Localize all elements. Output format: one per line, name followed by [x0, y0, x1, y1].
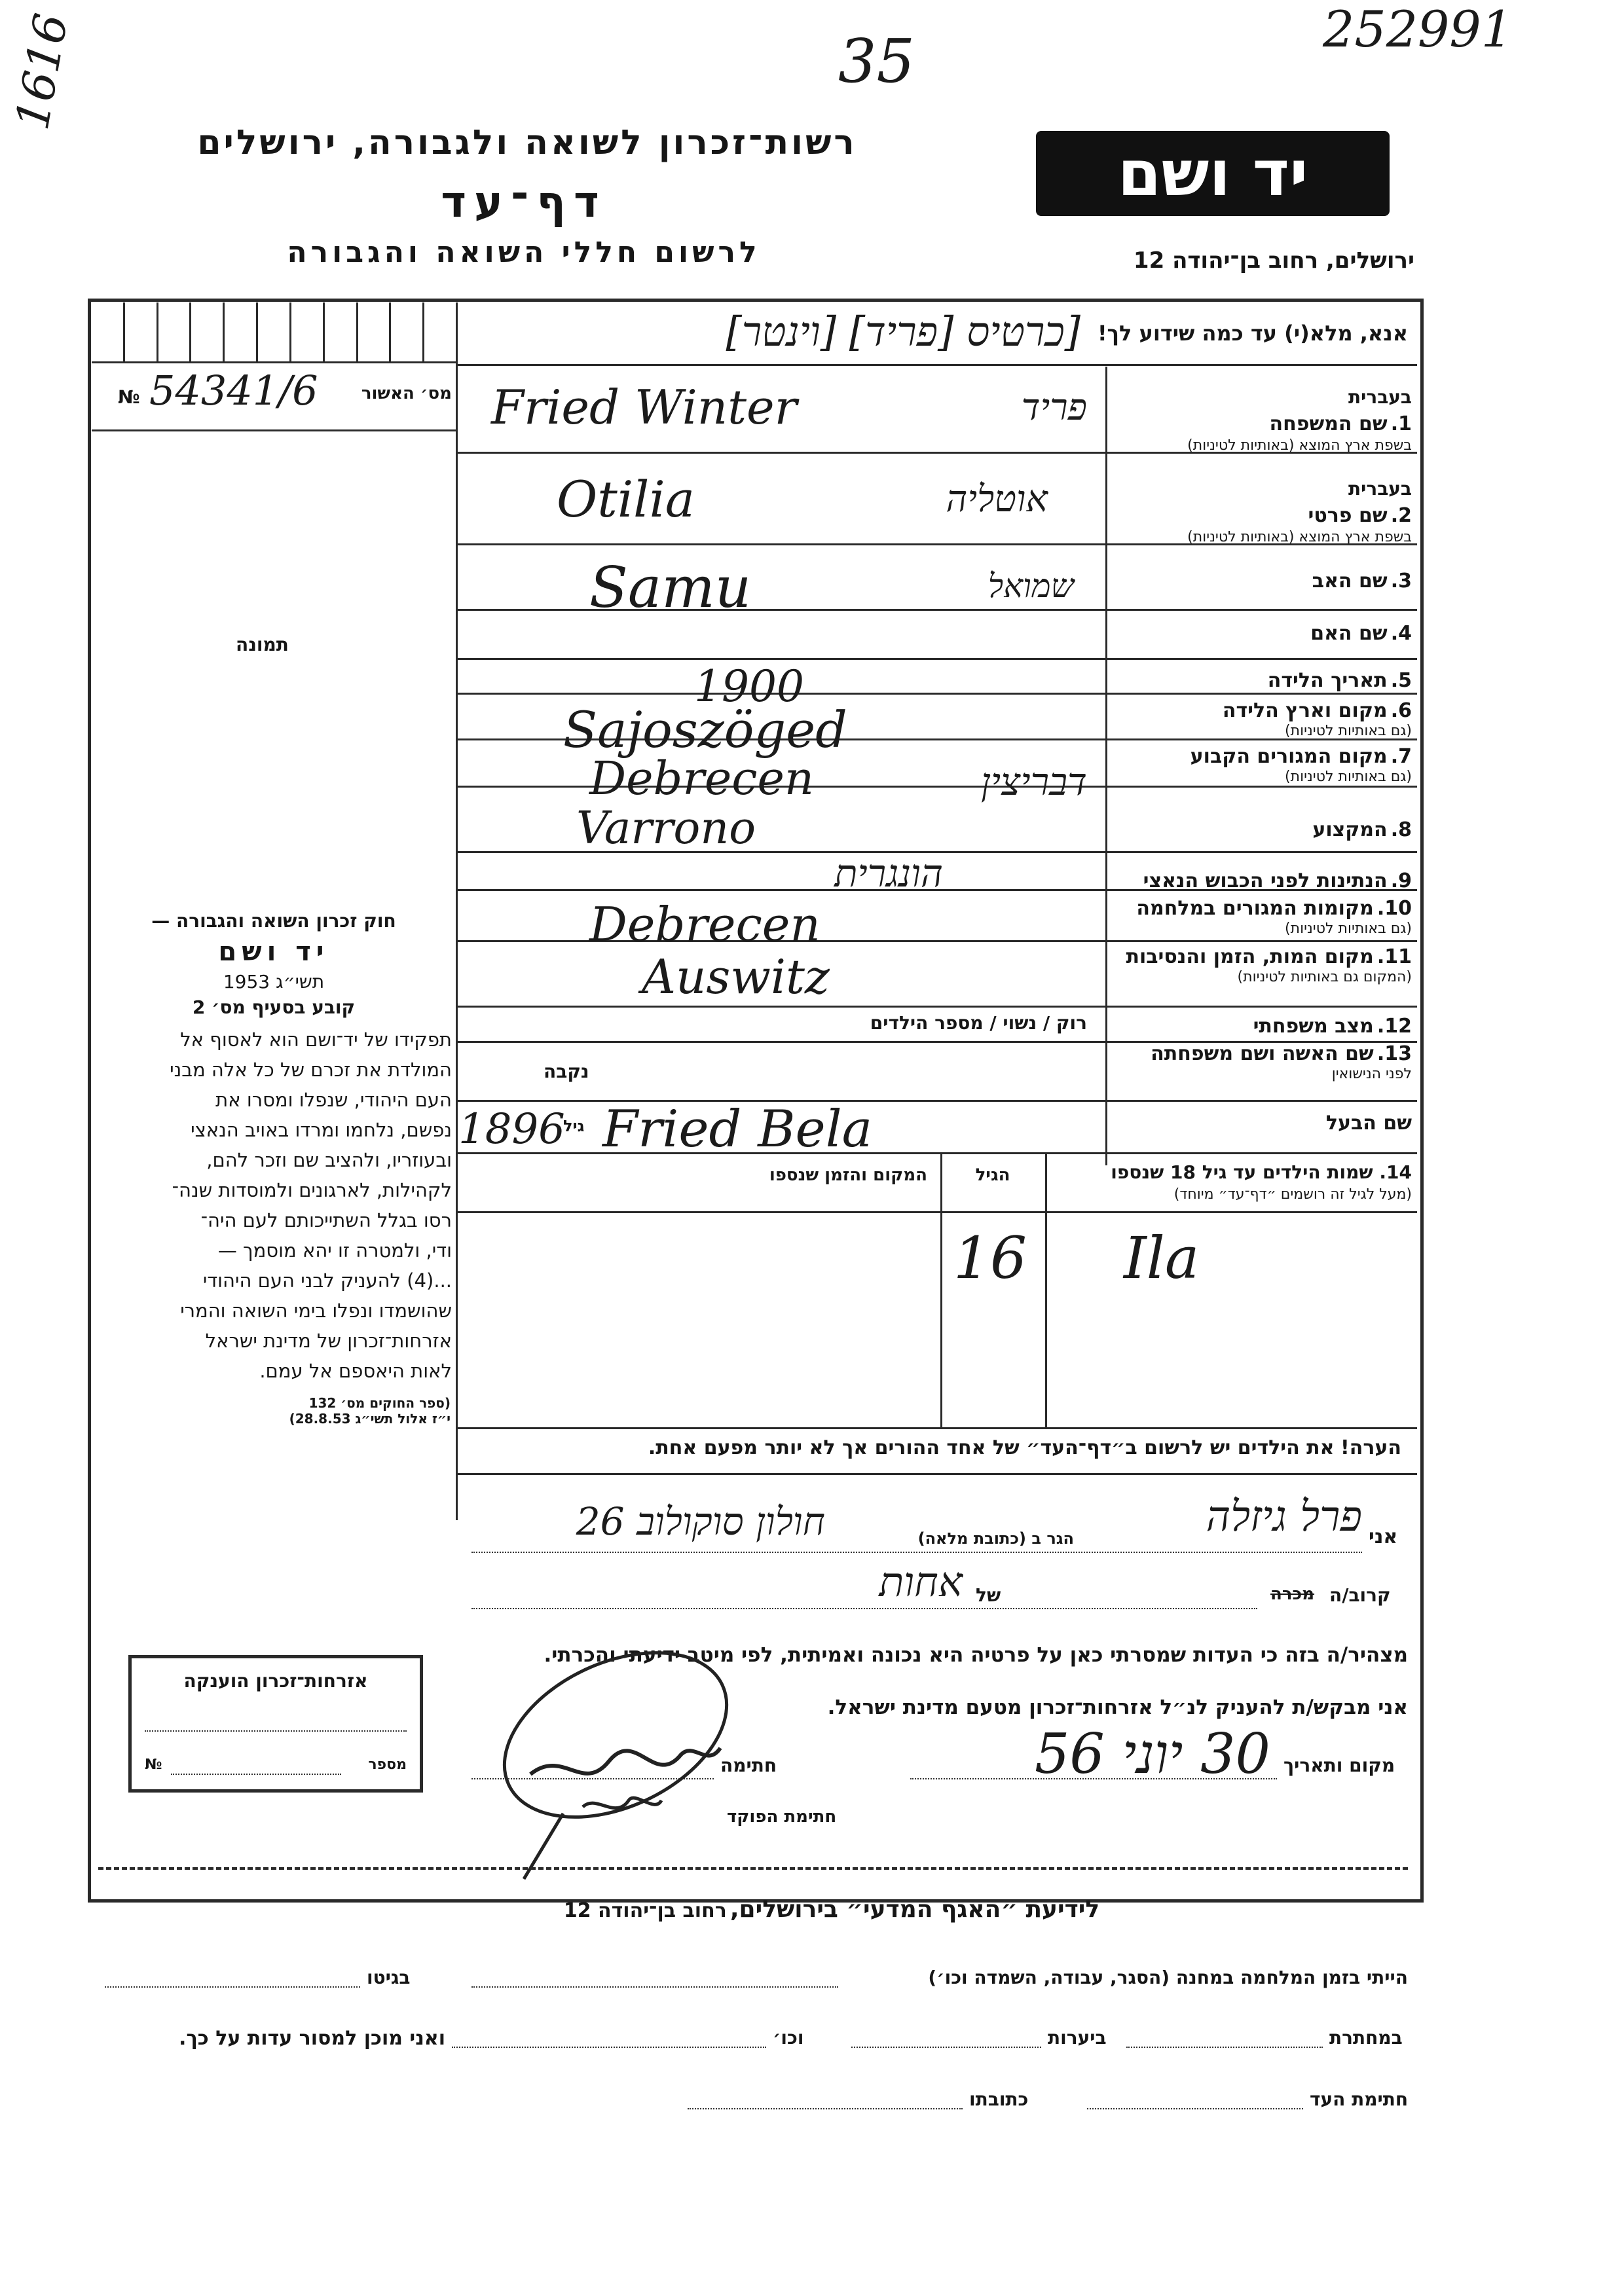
hebrew-tag-2: בעברית	[1348, 478, 1412, 500]
child-1-name: Ila	[1124, 1224, 1200, 1292]
law-text-line: ודי, ולמטרה זו יהא מוסמך —	[217, 1239, 452, 1262]
margin-note-record-number: 252991	[1323, 0, 1513, 58]
index-boxes	[92, 302, 456, 363]
field-1-value-latin: Fried Winter	[491, 380, 798, 435]
field-10-sub: (גם באותיות לטיניות)	[1285, 920, 1412, 937]
place-date-value: 30 יוני 56	[1034, 1722, 1270, 1786]
declaration-statement: מצהיר/ה בזה כי העדות שמסרתי כאן על פרטיה היא נכונה ואמיתית, לפי מיטב ידיעתי והכרתי.	[544, 1643, 1408, 1667]
law-text-line: העם היהודי, שנפלו ומסרו את	[215, 1089, 452, 1111]
field-3-value-latin: Samu	[589, 555, 752, 621]
signature-label: חתימה	[720, 1755, 777, 1776]
law-text-line: נפשם, נלחמו ומרדו באויב הנאצי	[191, 1119, 452, 1141]
field-2-sub: בשפת ארץ המוצא (באותיות לטיניות)	[1187, 529, 1412, 545]
field-11-sub: (המקום גם באותיות לטיניות)	[1237, 969, 1412, 985]
field-4-num: 4.	[1390, 622, 1412, 645]
declaration-relative-label: קרוב/ה	[1329, 1584, 1391, 1606]
field-12-options: רוק / נשוי / מספר הילדים	[870, 1012, 1087, 1034]
field-7-sub: (גם באותיות לטיניות)	[1285, 769, 1412, 785]
field-3-label: שם האב	[1312, 570, 1388, 592]
field-11-label: מקום המות, הזמן והנסיבות	[1126, 945, 1374, 968]
law-year: 1953	[223, 971, 270, 993]
info-ready-label: ואני מוכן למסור עדות על כך.	[179, 2027, 445, 2050]
field-1-label: שם המשפחה	[1269, 412, 1388, 435]
field-6-value: Sajoszöged	[563, 701, 847, 759]
field-7-label: מקום המגורים הקבוע	[1190, 745, 1388, 768]
info-title: לידיעת ״האגף המדעי״ בירושלים,	[729, 1896, 1100, 1923]
photo-label: תמונה	[236, 634, 289, 655]
field-8-value: Varrono	[576, 803, 756, 854]
info-forests-label: ביערות	[1048, 2027, 1107, 2049]
husband-label: שם הבעל	[1325, 1112, 1412, 1135]
info-witness-sig-label: חתימת העד	[1310, 2088, 1409, 2110]
field-2-label: שם פרטי	[1308, 504, 1388, 527]
place-date-label: מקום ותאריך	[1283, 1755, 1395, 1776]
field-1-value-hebrew: פריד	[1021, 386, 1087, 429]
law-date: י״ז אלול תשי״ג 28.8.53)	[289, 1411, 451, 1427]
law-text-line: תפקידו של יד־ושם הוא לאסוף אל	[180, 1029, 452, 1051]
yad-vashem-logo: יד ושם	[1036, 131, 1390, 216]
field-3-value-hebrew: שמואל	[987, 567, 1074, 605]
law-text-line: ובעוזריו, ולהציב שם וזכר להם,	[206, 1149, 452, 1171]
hebrew-tag: בעברית	[1348, 386, 1412, 408]
approval-number-value: 54341/6	[149, 367, 318, 414]
info-title-row	[485, 1896, 1179, 1923]
note-label: הערה!	[1340, 1436, 1401, 1459]
children-table	[456, 1152, 1417, 1427]
officer-label: חתימת הפוקד	[727, 1807, 837, 1827]
citizenship-number-symbol: №	[145, 1757, 162, 1773]
field-13-num: 13.	[1376, 1042, 1412, 1065]
authority-name: רשות־זכרון לשואה ולגבורה, ירושלים	[197, 123, 857, 162]
field-11-value: Auswitz	[642, 949, 830, 1004]
field-1-sub: בשפת ארץ המוצא (באותיות לטיניות)	[1187, 437, 1412, 454]
husband-age-label: גיל	[563, 1117, 585, 1135]
law-title: חוק זכרון השואה והגבורה —	[151, 910, 396, 932]
info-address-label: כתובתו	[969, 2088, 1029, 2110]
children-col-age: הגיל	[975, 1165, 1010, 1185]
law-section: קובע בסעיף מס׳ 2	[192, 996, 356, 1018]
law-text-line: לקהילות, לארגונים ולמוסדות שנה־	[172, 1179, 452, 1201]
margin-note-page-number: 35	[838, 26, 915, 96]
info-address: רחוב בן־יהודה 12	[563, 1899, 727, 1922]
field-10-label: מקומות המגורים במלחמה	[1136, 897, 1374, 920]
field-2-value-hebrew: אוטליה	[946, 478, 1048, 520]
law-text-line: ...(4) להעניק לבני העם היהודי	[202, 1269, 452, 1292]
children-col-place: המקום והזמן שנספו	[769, 1165, 927, 1185]
field-11-num: 11.	[1376, 945, 1412, 968]
children-title: 14. שמות הילדים עד גיל 18 שנספו	[1111, 1161, 1412, 1183]
law-source: (ספר החוקים מס׳ 132	[308, 1395, 451, 1411]
info-ghetto-label: בגיטו	[367, 1967, 411, 1988]
field-10-value: Debrecen	[589, 897, 821, 952]
intro-prompt: אנא, מלא(י) עד כמה שידוע לך!	[1097, 321, 1408, 346]
field-7-value-hebrew: דבריצין	[981, 759, 1087, 804]
header-address: ירושלים, רחוב בן־יהודה 12	[1133, 247, 1414, 274]
declaration-relative-tag: מכרה	[1270, 1584, 1315, 1604]
law-text-line: לאות היאספם אל עמם.	[259, 1360, 452, 1382]
declaration-address-value: חולון סוקולוב 26	[576, 1499, 825, 1544]
note-text: את הילדים יש לרשום ב״דף־העד״ של אחד ההורים אך לא יותר מפעם אחת.	[648, 1436, 1335, 1459]
child-1-age: 16	[953, 1224, 1027, 1292]
field-8-num: 8.	[1390, 818, 1412, 841]
approval-label: מס׳ האשור	[361, 384, 452, 403]
field-6-num: 6.	[1390, 699, 1412, 722]
law-block	[92, 910, 456, 1427]
field-2-num: 2.	[1390, 504, 1412, 527]
field-10-num: 10.	[1376, 897, 1412, 920]
declaration-of-value: אחות	[879, 1558, 963, 1606]
field-6-label: מקום וארץ הלידה	[1222, 699, 1388, 722]
field-labels-column	[1111, 367, 1412, 1165]
field-7-value-latin: Debrecen	[589, 752, 814, 805]
declaration-resides-label: הגר ב (כתובת מלאה)	[917, 1529, 1074, 1548]
field-4-label: שם האם	[1310, 622, 1388, 645]
approval-number-symbol: №	[118, 386, 140, 408]
note-row	[471, 1436, 1401, 1459]
law-text-line: המולדת את זכרם של כל אלה מבני	[170, 1059, 452, 1081]
field-1-num: 1.	[1390, 412, 1412, 435]
children-sub: (מעל לגיל זה רושמים ״דף־עד״ מיוחד)	[1173, 1186, 1412, 1203]
info-hiding-label: במחתרת	[1329, 2027, 1403, 2049]
citizenship-number-label: מספר	[368, 1757, 407, 1773]
husband-birth-year: 1896	[458, 1105, 565, 1154]
field-9-num: 9.	[1390, 869, 1412, 892]
field-3-num: 3.	[1390, 570, 1412, 592]
field-2-value-latin: Otilia	[557, 470, 695, 528]
info-etc-label: וכו׳	[773, 2027, 804, 2049]
field-13-label: שם האשה ושם משפחתה	[1151, 1042, 1374, 1065]
declaration-i-value: פרל גיזלה	[1206, 1493, 1362, 1541]
signature-scribble	[485, 1650, 747, 1899]
field-12-num: 12.	[1376, 1015, 1412, 1038]
field-8-label: המקצוע	[1312, 818, 1388, 841]
field-9-value: הונגרית	[834, 851, 943, 896]
declaration-request: אני מבקש/ת להעניק לנ״ל אזרחות־זכרון מטעם מדינת ישראל.	[827, 1696, 1408, 1719]
citizenship-title: אזרחות־זכרון הוענקה	[183, 1670, 368, 1692]
field-9-label: הנתינות לפני הכבוש הנאצי	[1143, 869, 1388, 892]
field-7-num: 7.	[1390, 745, 1412, 768]
law-name: יד ושם	[218, 937, 329, 967]
info-line1: הייתי בזמן המלחמה במחנה (הסגר, עבודה, השמדה וכו׳)	[928, 1967, 1408, 1988]
law-text-line: רסו בגלל השתייכותם לעם היה־	[200, 1209, 452, 1231]
field-5-label: תאריך הלידה	[1267, 669, 1388, 692]
margin-note-left: 1616	[5, 9, 79, 134]
declaration-of-label: של	[976, 1584, 1001, 1606]
field-13-maiden-tag: נקבה	[544, 1061, 589, 1082]
form-subtitle: לרשום חללי השואה והגבורה	[287, 236, 761, 269]
field-6-sub: (גם באותיות לטיניות)	[1285, 723, 1412, 739]
field-12-label: מצב משפחתי	[1253, 1015, 1374, 1038]
law-text-line: אזרחות־זכרון של מדינת ישראל	[205, 1330, 452, 1352]
form-title: דף־עד	[441, 177, 607, 227]
husband-name: Fried Bela	[602, 1100, 873, 1159]
declaration-i-label: אני	[1369, 1525, 1398, 1548]
law-text	[92, 1025, 456, 1386]
law-year-hebrew: תשי״ג	[276, 971, 325, 993]
citizenship-box	[128, 1655, 423, 1793]
handwritten-header-names: [כרטיס [פריד] [וינטר]	[726, 308, 1080, 355]
field-13-sub: לפני הנישואין	[1331, 1066, 1412, 1082]
field-5-value: 1900	[694, 661, 804, 712]
law-text-line: שהושמדו ונפלו בימי השואה והמרי	[180, 1300, 452, 1322]
field-5-num: 5.	[1390, 669, 1412, 692]
